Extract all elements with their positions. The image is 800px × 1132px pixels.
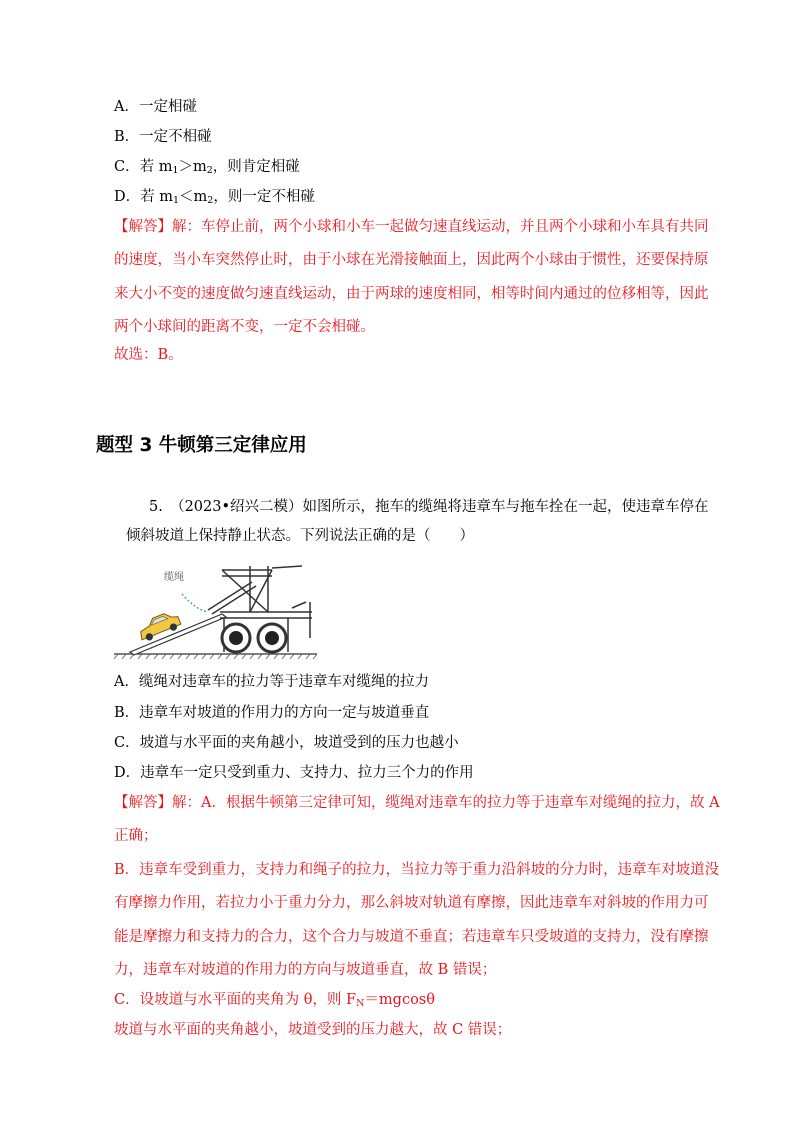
option-a: A．缆绳对违章车的拉力等于违章车对缆绳的拉力 xyxy=(114,674,429,690)
answer-tag: 【解答】 xyxy=(114,795,172,811)
option-c xyxy=(114,157,300,181)
answer-text: 解：车停止前，两个小球和小车一起做匀速直线运动，并且两个小球和小车具有共同 xyxy=(172,219,709,235)
answer-line: 来大小不变的速度做匀速直线运动，由于两球的速度相同，相等时间内通过的位移相等，因此 xyxy=(114,286,709,302)
subscript: 2 xyxy=(207,195,214,206)
answer-line: 两个小球间的距离不变，一定不会相碰。 xyxy=(114,319,375,335)
question-stem: 倾斜坡道上保持静止状态。下列说法正确的是（ ） xyxy=(126,528,474,544)
option-d-text: ，则一定不相碰 xyxy=(213,189,315,205)
answer-line: 能是摩擦力和支持力的合力，这个合力与坡道不垂直；若违章车只受坡道的支持力，没有摩擦 xyxy=(114,929,709,945)
option-c-text: ，则肯定相碰 xyxy=(212,159,300,175)
answer-line xyxy=(114,990,435,1014)
section-heading: 题型 3 牛顿第三定律应用 xyxy=(96,435,307,456)
answer-line: 正确； xyxy=(114,828,158,844)
tow-truck-illustration xyxy=(112,562,322,662)
answer-line: 的速度，当小车突然停止时，由于小球在光滑接触面上，因此两个小球由于惯性，还要保持原 xyxy=(114,252,709,268)
answer-line: 有摩擦力作用，若拉力小于重力分力，那么斜坡对轨道有摩擦，因此违章车对斜坡的作用力可 xyxy=(114,895,709,911)
answer-line: B．违章车受到重力，支持力和绳子的拉力，当拉力等于重力沿斜坡的分力时，违章车对坡道没 xyxy=(114,862,720,878)
answer-line xyxy=(114,217,709,237)
option-b: B．一定不相碰 xyxy=(114,129,212,145)
answer-text: C．设坡道与水平面的夹角为 θ，则 F xyxy=(114,992,357,1008)
question-stem: 5. （2023•绍兴二模）如图所示，拖车的缆绳将违章车与拖车拴在一起，使违章车停在 xyxy=(149,499,709,515)
ground-hatching xyxy=(114,654,317,659)
tow-truck-figure xyxy=(112,562,322,662)
option-d-text: ＜m xyxy=(179,189,208,205)
option-a: A．一定相碰 xyxy=(114,99,197,115)
option-d: D．违章车一定只受到重力、支持力、拉力三个力的作用 xyxy=(114,765,474,781)
option-d-text: D．若 m xyxy=(114,189,173,205)
option-b: B．违章车对坡道的作用力的方向一定与坡道垂直 xyxy=(114,705,430,721)
answer-line: 力，违章车对坡道的作用力的方向与坡道垂直，故 B 错误； xyxy=(114,962,497,978)
cable-label: 缆绳 xyxy=(164,572,184,583)
answer-text: ＝mgcosθ xyxy=(364,992,435,1008)
option-c-text: C．若 m xyxy=(114,159,173,175)
answer-choice: 故选：B。 xyxy=(114,347,183,363)
option-d xyxy=(114,187,315,211)
answer-tag: 【解答】 xyxy=(114,219,172,235)
subscript: N xyxy=(356,998,365,1009)
option-c-text: ＞m xyxy=(178,159,207,175)
answer-line: 坡道与水平面的夹角越小，坡道受到的压力越大，故 C 错误； xyxy=(114,1022,512,1038)
answer-line xyxy=(114,793,720,813)
subscript: 1 xyxy=(172,165,179,176)
cable xyxy=(182,594,208,612)
option-c: C．坡道与水平面的夹角越小，坡道受到的压力也越小 xyxy=(114,735,459,751)
subscript: 2 xyxy=(206,165,213,176)
wheels xyxy=(222,624,286,652)
subscript: 1 xyxy=(172,195,180,206)
answer-text: 解：A．根据牛顿第三定律可知，缆绳对违章车的拉力等于违章车对缆绳的拉力，故 A xyxy=(172,795,720,811)
